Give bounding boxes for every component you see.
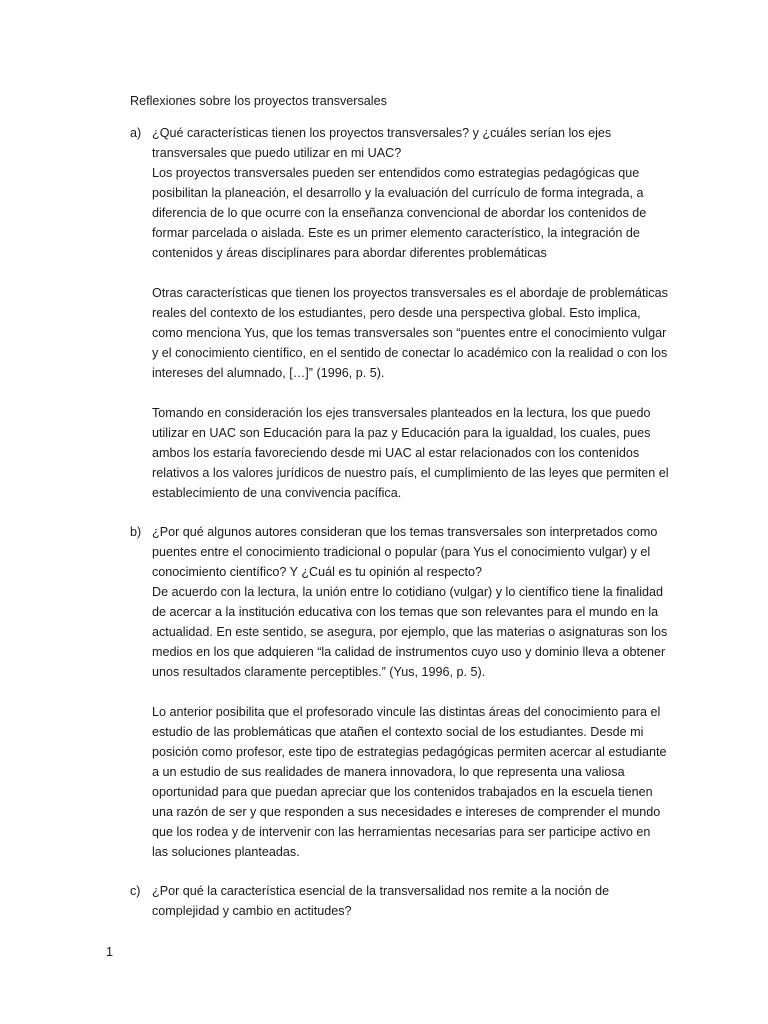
section-c-body xyxy=(152,881,670,921)
section-b-question: ¿Por qué algunos autores consideran que los temas transversales son interpretados como puentes entre el conocimiento tradicional o popular (para Yus el conocimiento vulgar) y el conocimiento científico? Y ¿Cuál es tu opinión al respecto? xyxy=(152,525,658,579)
section-a-question: ¿Qué características tienen los proyectos transversales? y ¿cuáles serían los ejes transversales que puedo utilizar en mi UAC? xyxy=(152,126,612,160)
section-a-body xyxy=(152,123,670,503)
section-b-paragraph-1: De acuerdo con la lectura, la unión entre lo cotidiano (vulgar) y lo científico tiene la finalidad de acercar a la institución educativa con los temas que son relevantes para el mundo en la actualidad. En este sentido, se asegura, por ejemplo, que las materias o asignaturas son los medios en los que adquieren “la calidad de instrumentos cuyo uso y dominio lleva a obtener unos resultados claramente perceptibles.” (Yus, 1996, p. 5). xyxy=(152,585,668,679)
section-c-question: ¿Por qué la característica esencial de la transversalidad nos remite a la noción de complejidad y cambio en actitudes? xyxy=(152,884,610,918)
section-b-paragraph-2: Lo anterior posibilita que el profesorado vincule las distintas áreas del conocimiento para el estudio de las problemáticas que atañen el contexto social de los estudiantes. Desde mi posición como profesor, este tipo de estrategias pedagógicas permiten acercar al estudiante a un estudio de sus realidades de manera innovadora, lo que representa una valiosa oportunidad para que puedan apreciar que los contenidos trabajados en la escuela tienen una razón de ser y que responden a sus necesidades e intereses de comprender el mundo que los rodea y de intervenir con las herramientas necesarias para ser participe activo en las soluciones planteadas. xyxy=(152,705,667,859)
section-b xyxy=(130,522,670,862)
section-c xyxy=(130,881,670,921)
section-a xyxy=(130,123,670,503)
section-c-marker: c) xyxy=(130,884,141,898)
page-number: 1 xyxy=(106,945,114,959)
section-b-marker: b) xyxy=(130,525,142,539)
section-a-paragraph-3: Tomando en consideración los ejes transversales planteados en la lectura, los que puedo utilizar en UAC son Educación para la paz y Educación para la igualdad, los cuales, pues ambos los estaría favoreciendo desde mi UAC al estar relacionados con los contenidos relativos a los valores jurídicos de nuestro país, el cumplimiento de las leyes que permiten el establecimiento de una convivencia pacífica. xyxy=(152,406,669,500)
document-title: Reflexiones sobre los proyectos transversales xyxy=(130,94,387,108)
section-a-marker: a) xyxy=(130,126,142,140)
section-a-paragraph-1: Los proyectos transversales pueden ser entendidos como estrategias pedagógicas que posibilitan la planeación, el desarrollo y la evaluación del currículo de forma integrada, a diferencia de lo que ocurre con la enseñanza convencional de abordar los contenidos de formar parcelada o aislada. Este es un primer elemento característico, la integración de contenidos y áreas disciplinares para abordar diferentes problemáticas xyxy=(152,166,647,260)
section-b-body xyxy=(152,522,670,862)
section-a-paragraph-2: Otras características que tienen los proyectos transversales es el abordaje de problemáticas reales del contexto de los estudiantes, pero desde una perspectiva global. Esto implica, como menciona Yus, que los temas transversales son “puentes entre el conocimiento vulgar y el conocimiento científico, en el sentido de conectar lo académico con la realidad o con los intereses del alumnado, […]” (1996, p. 5). xyxy=(152,286,668,380)
